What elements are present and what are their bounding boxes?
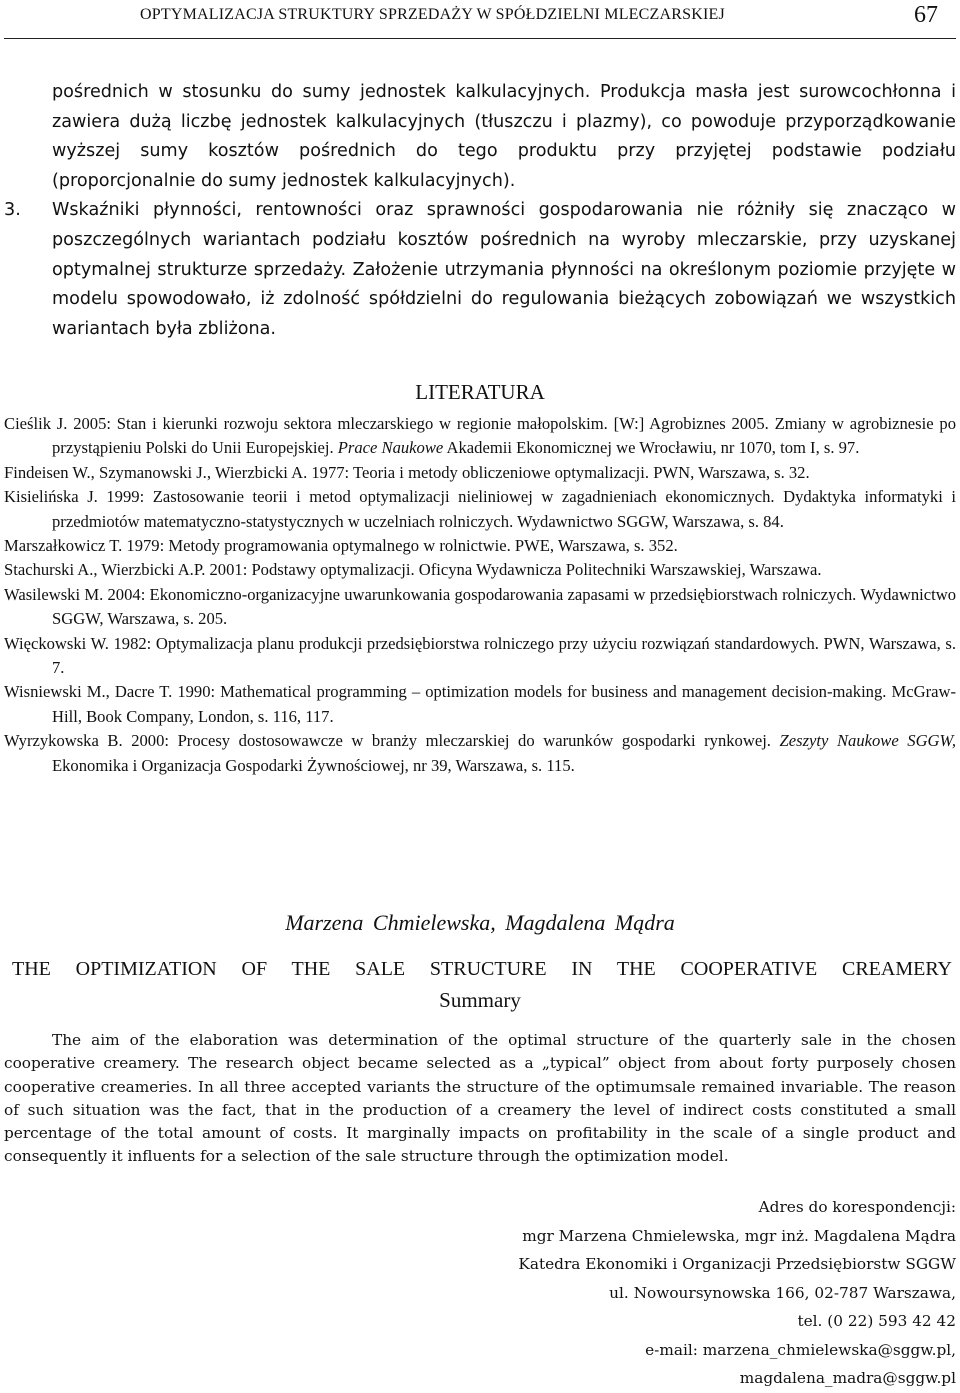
address-email-2: magdalena_madra@sggw.pl [739,1369,956,1387]
running-header [0,0,960,40]
item-number: 3. [4,200,21,221]
header-rule [4,38,956,39]
literature-heading: LITERATURA [415,380,545,404]
abstract-text: The aim of the elaboration was determination of the optimal structure of the quarterly sale in the chosen cooperative creamery. The research object became selected as a „typical” object from about forty purposely chosen cooperative creameries. In all three accepted variants the structure of the optimumsale remained invariable. The reason of such situation was the fact, that in the production of a creamery the level of indirect costs constituted a small percentage of the total amount of costs. It marginally impacts on profitability in the scale of a single product and consequently it influents for a selection of the sale structure through the optimization model. [4,1031,956,1166]
item-text: Wskaźniki płynności, rentowności oraz sprawności gospodarowania nie różniły się znacząco w poszczególnych wariantach podziału kosztów pośrednich na wyroby mleczarskie, przy uzyskanej optymalnej strukturze sprzedaży. Założenie utrzymania płynności na określonym poziomie przyjęte w modelu spowodowało, iż zdolność spółdzielni do regulowania bieżących zobowiązań we wszystkich wariantach była zbliżona. [52,200,956,339]
address-department: Katedra Ekonomiki i Organizacji Przedsiębiorstw SGGW [518,1255,956,1273]
address-names: mgr Marzena Chmielewska, mgr inż. Magdalena Mądra [522,1226,956,1245]
summary-title: THE OPTIMIZATION OF THE SALE STRUCTURE IN THE COOPERATIVE CREAMERY [12,958,952,980]
page-number: 67 [914,2,938,28]
reference-list [4,412,956,778]
conclusion-continuation: pośrednich w stosunku do sumy jednostek kalkulacyjnych. Produkcja masła jest surowcochłonna i zawiera dużą liczbę jednostek kalkulacyjnych (tłuszczu i plazmy), co powoduje przyporządkowanie wyższej sumy kosztów pośrednich do tego produktu przy przyjętej podstawie podziału (proporcjonalnie do sumy jednostek kalkulacyjnych). [52,82,956,191]
running-title: OPTYMALIZACJA STRUKTURY SPRZEDAŻY W SPÓŁDZIELNI MLECZARSKIEJ [140,6,725,23]
reference-item: Wisniewski M., Dacre T. 1990: Mathematical programming – optimization models for business and management decision-making. McGraw-Hill, Book Company, London, s. 116, 117. [4,682,956,726]
conclusion-item-3 [4,196,956,344]
body-text [4,78,956,344]
summary-label: Summary [439,988,521,1012]
reference-item: Wasilewski M. 2004: Ekonomiczno-organizacyjne uwarunkowania gospodarowania zapasami w przedsiębiorstwach rolniczych. Wydawnictwo SGGW, Warszawa, s. 205. [4,584,956,629]
address-phone: tel. (0 22) 593 42 42 [797,1312,956,1330]
address-label: Adres do korespondencji: [758,1198,956,1216]
reference-item: Więckowski W. 1982: Optymalizacja planu produkcji przedsiębiorstwa rolniczego przy użyciu rozwiązań standardowych. PWN, Warszawa, s. 7. [4,633,956,678]
reference-item: Marszałkowicz T. 1979: Metody programowania optymalnego w rolnictwie. PWE, Warszawa, s. 352. [4,536,678,556]
reference-item: Wyrzykowska B. 2000: Procesy dostosowawcze w branży mleczarskiej do warunków gospodarki rynkowej. Zeszyty Naukowe SGGW, Ekonomika i Organizacja Gospodarki Żywnościowej, nr 39, Warszawa, s. 115. [4,731,956,775]
address-email-1: e-mail: marzena_chmielewska@sggw.pl, [645,1340,956,1359]
reference-item: Kisielińska J. 1999: Zastosowanie teorii i metod optymalizacji nieliniowej w zagadnieniach ekonomicznych. Dydaktyka informatyki i przedmiotów matematyczno-statystycznych w uczelniach rolniczych. Wydawnictwo SGGW, Warszawa, s. 84. [4,487,956,531]
reference-item: Findeisen W., Szymanowski J., Wierzbicki A. 1977: Teoria i metody obliczeniowe optymalizacji. PWN, Warszawa, s. 32. [4,462,810,482]
summary-abstract [4,1029,956,1169]
summary-authors: Marzena Chmielewska, Magdalena Mądra [285,910,675,935]
reference-item: Stachurski A., Wierzbicki A.P. 2001: Podstawy optymalizacji. Oficyna Wydawnicza Politechniki Warszawskiej, Warszawa. [4,560,822,580]
reference-item: Cieślik J. 2005: Stan i kierunki rozwoju sektora mleczarskiego w regionie małopolskim. [W:] Agrobiznes 2005. Zmiany w agrobiznesie po przystąpieniu Polski do Unii Europejskiej. Prace Naukowe Akademii Ekonomicznej we Wrocławiu, nr 1070, tom I, s. 97. [4,414,956,458]
address-street: ul. Nowoursynowska 166, 02-787 Warszawa, [609,1283,956,1302]
correspondence-address [336,1193,956,1393]
